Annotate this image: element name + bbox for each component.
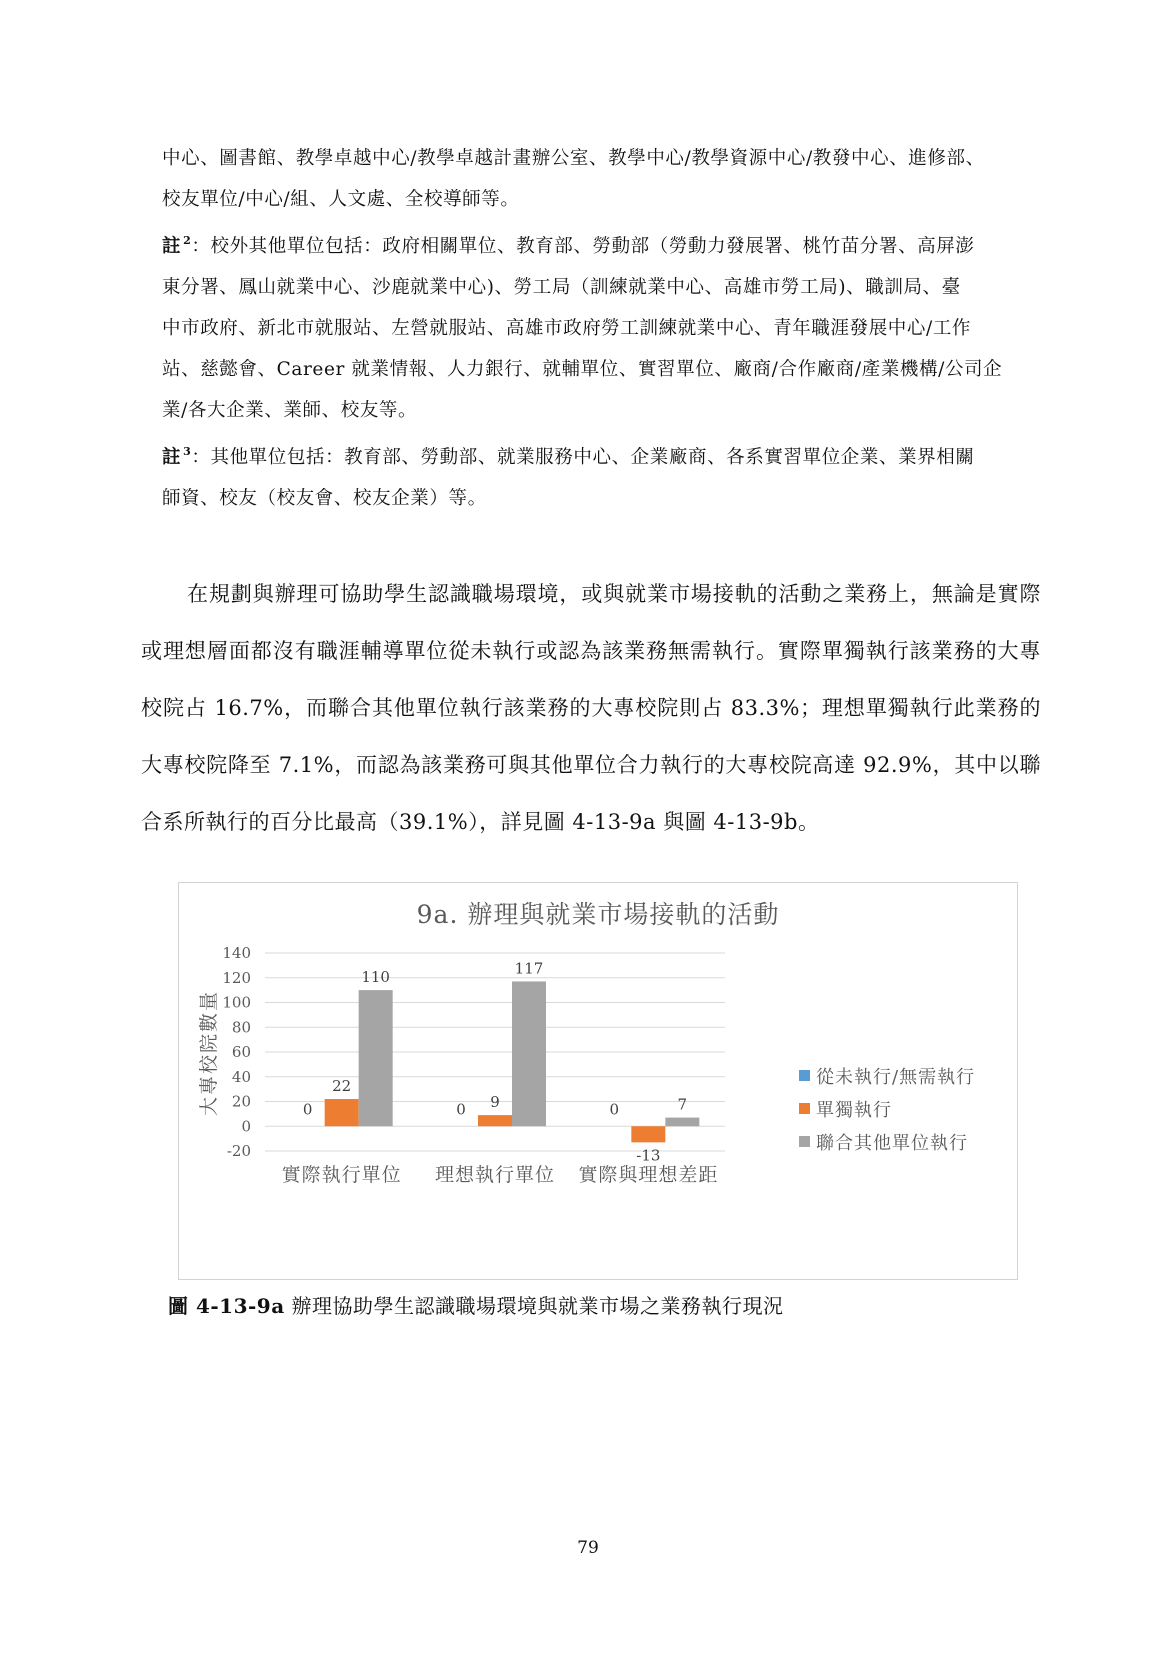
y-tick-label: 80 — [231, 1018, 251, 1037]
bar — [665, 1118, 699, 1127]
note2-line: 業/各大企業、業師、校友等。 — [162, 400, 418, 421]
data-label: 9 — [490, 1093, 500, 1112]
chart-legend — [799, 1059, 975, 1158]
data-label: 117 — [514, 959, 544, 978]
figure-caption — [168, 1290, 784, 1319]
caption-label: 圖 4-13-9a — [168, 1294, 285, 1318]
y-tick-label: 60 — [231, 1043, 251, 1061]
legend-item — [799, 1125, 975, 1158]
legend-item — [799, 1059, 975, 1092]
legend-swatch — [799, 1103, 810, 1114]
bar — [478, 1115, 512, 1126]
x-category-label: 理想執行單位 — [434, 1164, 556, 1186]
legend-swatch — [799, 1136, 810, 1147]
data-label: 0 — [302, 1100, 313, 1119]
note2-label: 註 $^2$ — [162, 234, 192, 257]
note2-line: 中市政府、新北市就服站、左營就服站、高雄市政府勞工訓練就業中心、青年職涯發展中心/工作 — [162, 318, 972, 339]
data-label: 7 — [677, 1095, 688, 1114]
x-category-label: 實際與理想差距 — [578, 1164, 719, 1186]
y-tick-label: 20 — [231, 1092, 251, 1111]
y-tick-label: -20 — [226, 1142, 251, 1160]
data-label: -13 — [636, 1146, 661, 1165]
bar-chart-figure — [178, 882, 1018, 1280]
note1-continuation-line: 校友單位/中心/組、人文處、全校導師等。 — [162, 189, 520, 210]
data-label: 0 — [456, 1100, 466, 1119]
note3-label: 註 $^3$ — [162, 445, 192, 468]
footnotes — [162, 138, 1042, 519]
y-axis-label: 大專校院數量 — [198, 989, 220, 1117]
data-label: 0 — [609, 1100, 620, 1119]
legend-label: 單獨執行 — [816, 1099, 892, 1121]
data-label: 22 — [332, 1077, 352, 1096]
data-label: 110 — [361, 968, 390, 987]
body-paragraph: 在規劃與辦理可協助學生認識職場環境，或與就業市場接軌的活動之業務上，無論是實際或理想層面都沒有職涯輔導單位從未執行或認為該業務無需執行。實際單獨執行該業務的大專校院占 16.7%，而聯合其他單位執行該業務的大專校院則占 83.3%；理想單獨執行此業務的大專校院降至 7.1%，而認為該業務可與其他單位合力執行的大專校院高達 92.9%，其中以聯合系所執行的百分比最高（39.1%），詳見圖 4-13-9a 與圖 4-13-9b。 — [141, 582, 1041, 834]
y-tick-label: 140 — [222, 944, 251, 962]
legend-item — [799, 1092, 975, 1125]
note2-line: 東分署、鳳山就業中心、沙鹿就業中心)、勞工局（訓練就業中心、高雄市勞工局)、職訓局、臺 — [162, 277, 961, 298]
note3-line: 註 $^3$：其他單位包括：教育部、勞動部、就業服務中心、企業廠商、各系實習單位企業、業界相關 — [162, 445, 975, 468]
bar — [359, 990, 393, 1126]
chart-title: 9a. 辦理與就業市場接軌的活動 — [416, 900, 780, 929]
y-tick-label: 120 — [222, 968, 251, 987]
note2-line: 註 $^2$：校外其他單位包括：政府相關單位、教育部、勞動部（勞動力發展署、桃竹苗分署、高屏澎 — [162, 234, 975, 257]
bar — [325, 1099, 359, 1126]
legend-label: 從未執行/無需執行 — [816, 1066, 976, 1088]
bar — [631, 1126, 665, 1142]
bar — [512, 981, 546, 1126]
legend-swatch — [799, 1070, 810, 1081]
body-paragraph-block — [141, 566, 1041, 851]
caption-text: 辦理協助學生認識職場環境與就業市場之業務執行現況 — [291, 1294, 784, 1318]
y-tick-label: 0 — [241, 1117, 251, 1136]
note2-line: 站、慈懿會、Career 就業情報、人力銀行、就輔單位、實習單位、廠商/合作廠商/產業機構/公司企 — [162, 359, 1003, 380]
legend-label: 聯合其他單位執行 — [816, 1132, 968, 1154]
page-number: 79 — [577, 1538, 599, 1558]
note3-line: 師資、校友（校友會、校友企業）等。 — [162, 488, 487, 509]
y-tick-label: 40 — [231, 1067, 251, 1086]
note1-continuation-line: 中心、圖書館、教學卓越中心/教學卓越計畫辦公室、教學中心/教學資源中心/教發中心、進修部、 — [162, 148, 985, 169]
y-tick-label: 100 — [222, 993, 251, 1012]
x-category-label: 實際執行單位 — [281, 1164, 402, 1186]
